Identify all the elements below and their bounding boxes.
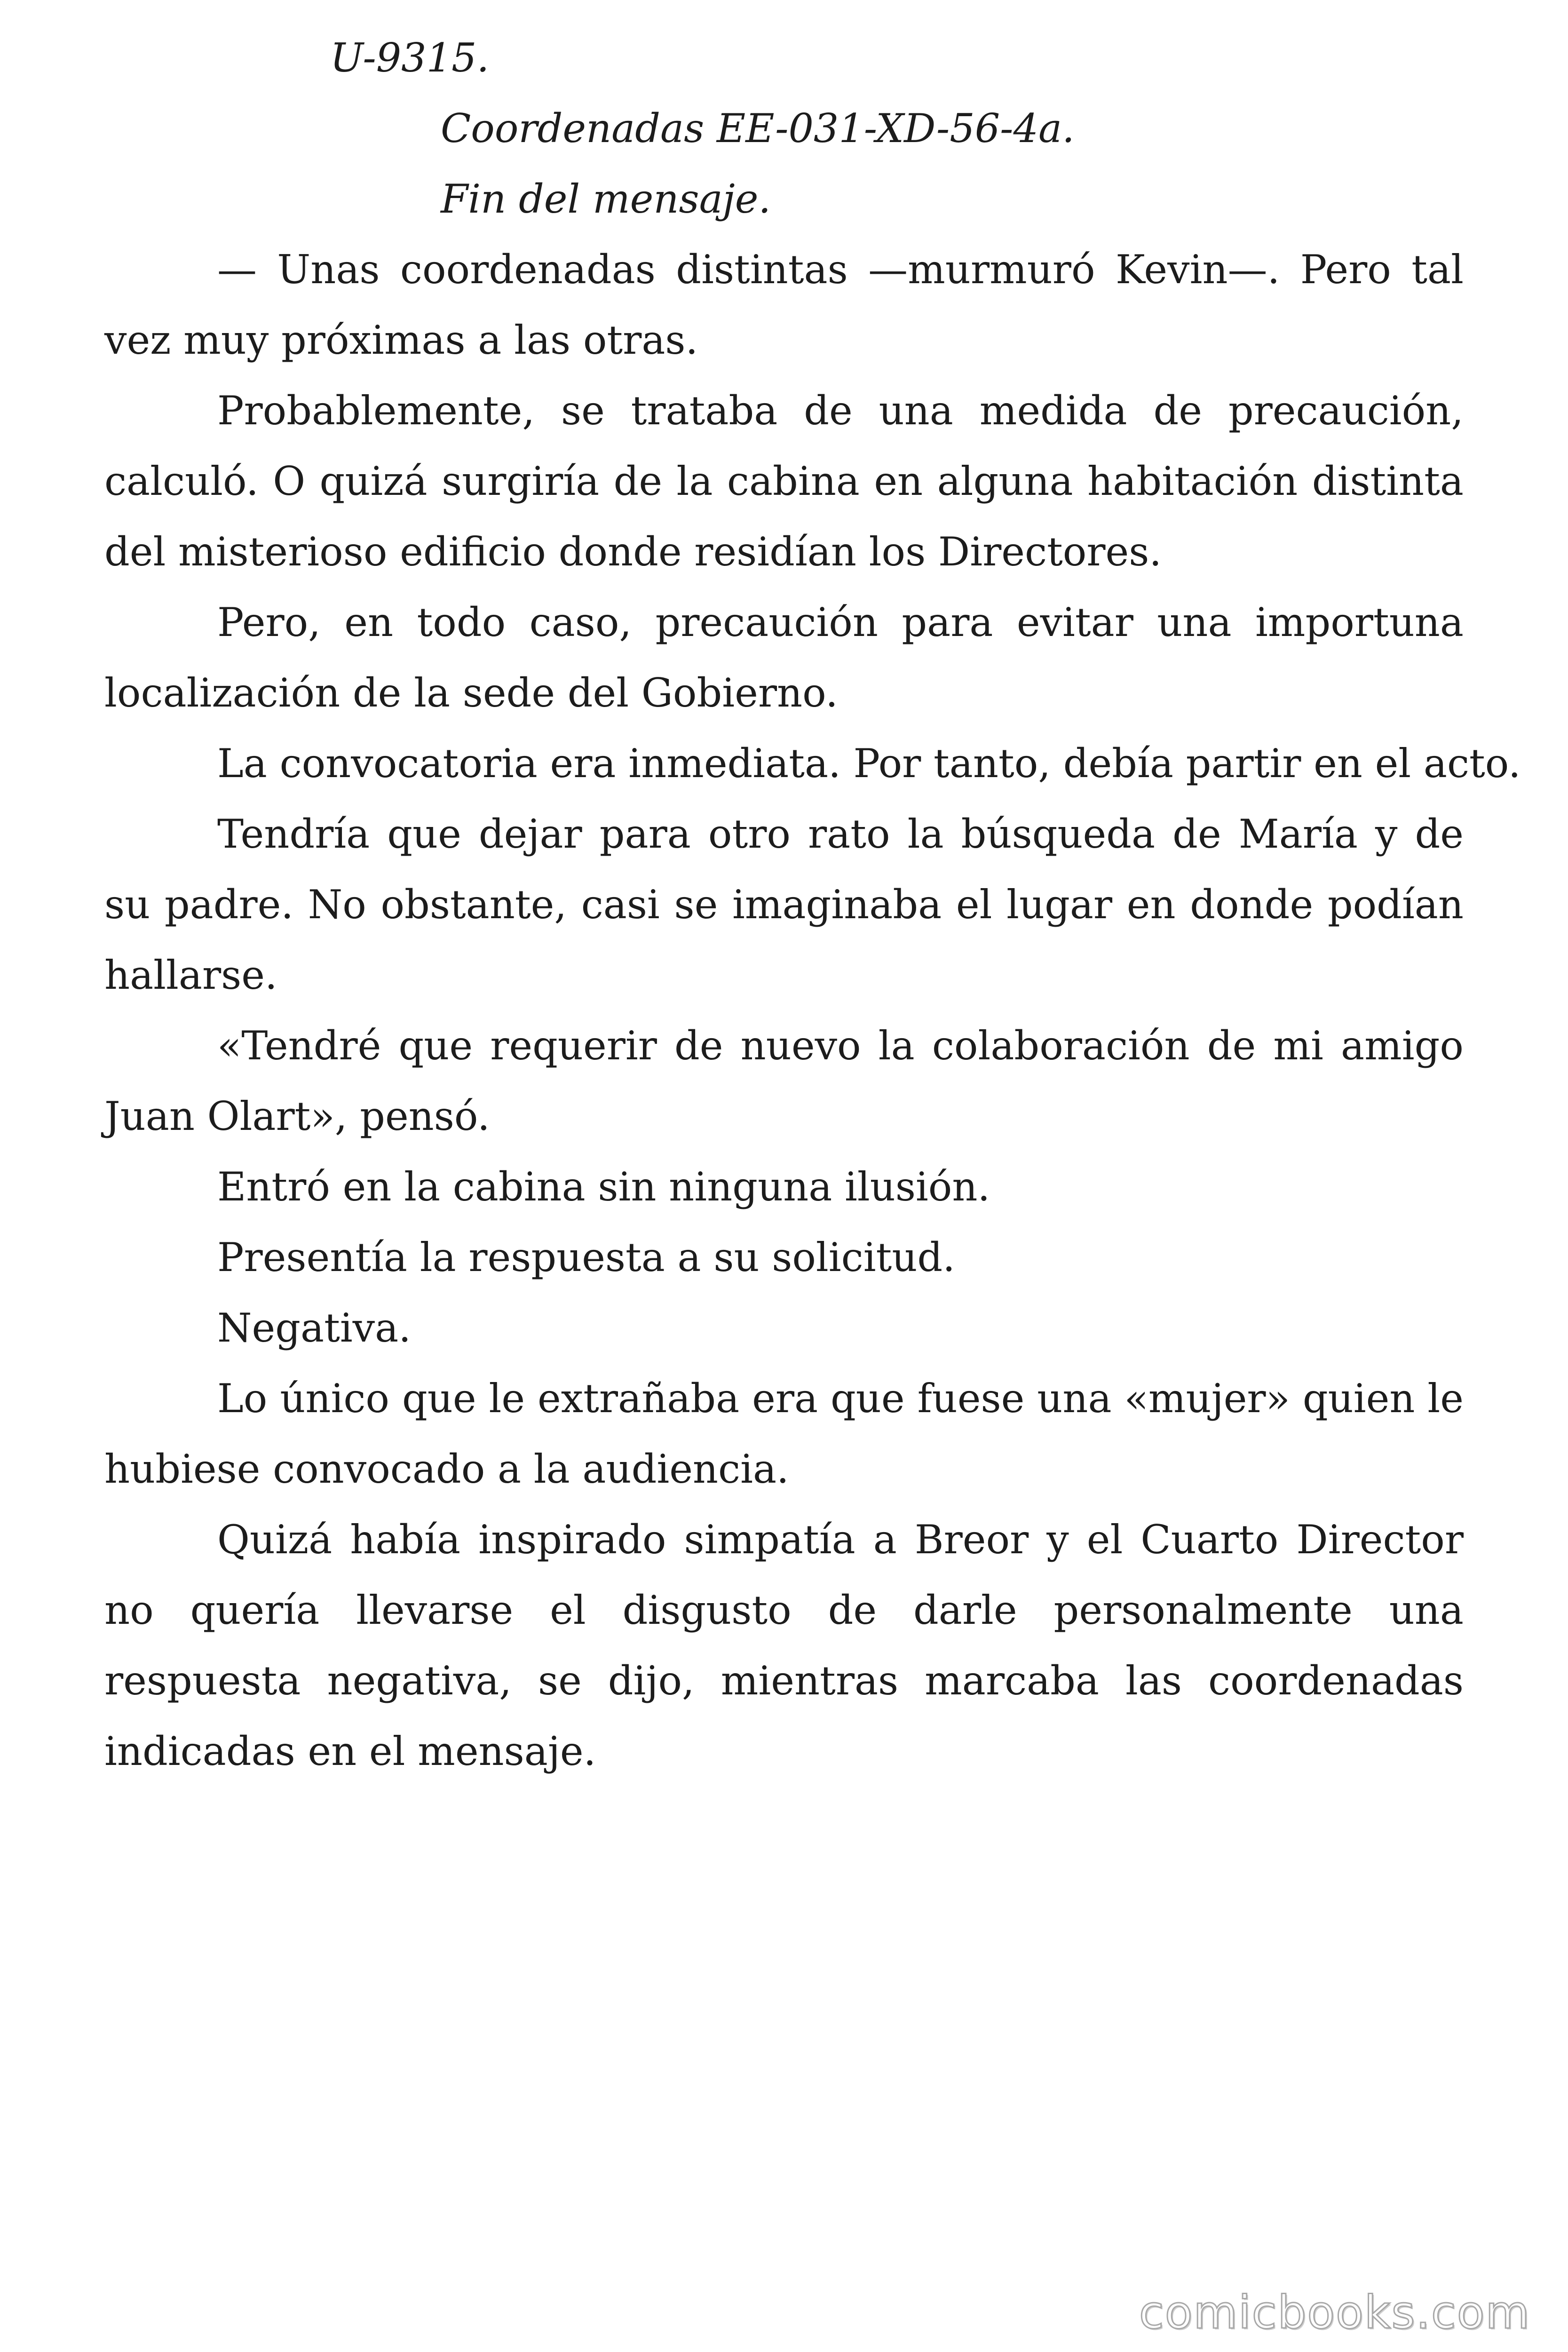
message-line-coordinates: Coordenadas EE-031-XD-56-4a. [441,105,1075,151]
paragraph-1: — Unas coordenadas distintas —murmuró Kevin—. Pero tal vez muy próximas a las otras. [104,246,1464,363]
paragraph-7: Entró en la cabina sin ninguna ilusión. [217,1164,990,1210]
paragraph-9: Negativa. [217,1305,411,1351]
paragraph-4: La convocatoria era inmediata. Por tanto, debía partir en el acto. [217,740,1521,787]
paragraph-6: «Tendré que requerir de nuevo la colaboración de mi amigo Juan Olart», pensó. [104,1023,1464,1139]
message-line-end: Fin del mensaje. [441,176,771,222]
paragraph-3: Pero, en todo caso, precaución para evitar una importuna localización de la sede del Gobierno. [104,599,1464,716]
paragraph-2: Probablemente, se trataba de una medida de precaución, calculó. O quizá surgiría de la cabina en alguna habitación distinta del misterioso edificio donde residían los Directores. [104,388,1464,575]
watermark-logo: comicbooks.com [1139,2286,1530,2339]
paragraph-8: Presentía la respuesta a su solicitud. [217,1234,955,1280]
page-body [104,23,1521,1787]
paragraph-11: Quizá había inspirado simpatía a Breor y el Cuarto Director no quería llevarse el disgusto de darle personalmente una respuesta negativa, se dijo, mientras marcaba las coordenadas indicadas en el mensaje. [104,1517,1464,1774]
message-line-code: U-9315. [330,35,490,81]
paragraph-10: Lo único que le extrañaba era que fuese una «mujer» quien le hubiese convocado a la audiencia. [104,1375,1464,1492]
paragraph-5: Tendría que dejar para otro rato la búsqueda de María y de su padre. No obstante, casi se imaginaba el lugar en donde podían hallarse. [104,811,1464,998]
